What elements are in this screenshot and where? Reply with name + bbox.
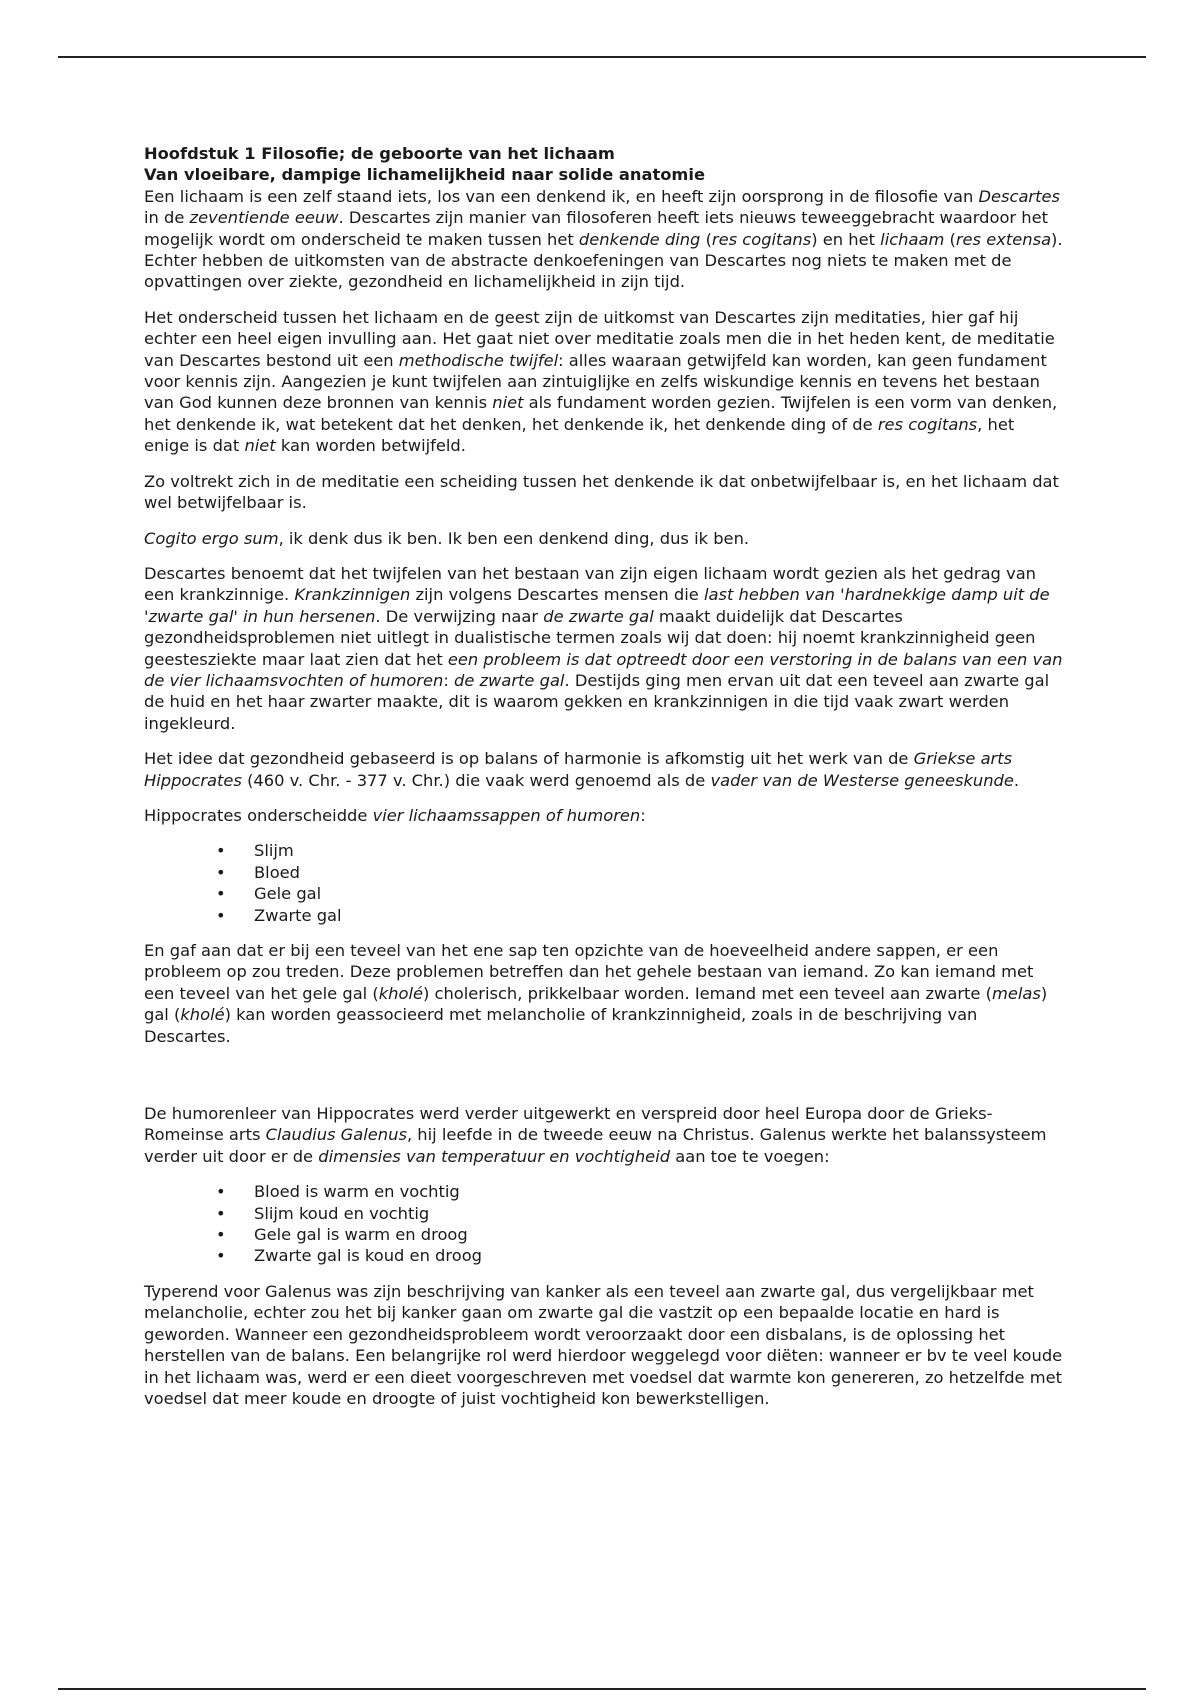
- text-run: (: [700, 229, 712, 249]
- text-run: als fundament worden gezien. Twijfelen is een vorm van denken, het denkende ik, wat betekent dat het denken, het denkende ik, het denkende ding of de: [144, 393, 1058, 434]
- italic-text: kholé: [180, 1005, 225, 1025]
- humors-list: [144, 840, 1064, 926]
- italic-text: niet: [492, 393, 524, 413]
- text-run: .: [1013, 770, 1020, 790]
- paragraph-5: [144, 563, 1064, 734]
- text-run: Het onderscheid tussen het lichaam en de geest zijn de uitkomst van Descartes zijn meditaties, hier gaf hij echter een heel eigen invulling aan. Het gaat niet over meditatie zoals men die in het heden kent, de meditatie van Descartes bestond uit een: [144, 307, 1055, 370]
- text-run: ) kan worden geassocieerd met melancholie of krankzinnigheid, zoals in de beschrijving van Descartes.: [144, 1005, 978, 1046]
- paragraph-3: [144, 471, 1064, 514]
- text-run: : alles waaraan getwijfeld kan worden, kan geen fundament voor kennis zijn. Aangezien je kunt twijfelen aan zintuiglijke en zelfs wiskundige kennis en tevens het bestaan van God kunnen deze bronnen van kennis: [144, 350, 1047, 413]
- italic-text: zeventiende eeuw: [189, 208, 339, 228]
- paragraph-8: [144, 940, 1064, 1047]
- text-run: En gaf aan dat er bij een teveel van het ene sap ten opzichte van de hoeveelheid andere sappen, er een probleem op zou treden. Deze problemen betreffen dan het gehele bestaan van iemand. Zo kan iemand met een teveel van het gele gal (: [144, 941, 1034, 1003]
- spacer: [144, 1061, 1064, 1103]
- text-run: Hippocrates onderscheidde: [144, 805, 373, 825]
- text-run: , hij leefde in de tweede eeuw na Christus. Galenus werkte het balanssysteem verder uit door er de: [144, 1125, 1047, 1166]
- text-run: (460 v. Chr. - 377 v. Chr.) die vaak werd genoemd als de: [241, 770, 711, 790]
- italic-text: res cogitans: [877, 414, 978, 434]
- list-item: • Zwarte gal is koud en droog: [216, 1245, 1064, 1266]
- header-rule: [58, 56, 1146, 58]
- paragraph-1: [144, 186, 1064, 293]
- galen-list: [144, 1181, 1064, 1267]
- italic-text: Griekse arts Hippocrates: [144, 749, 1013, 790]
- list-item: • Slijm koud en vochtig: [216, 1203, 1064, 1224]
- footer-rule: [58, 1688, 1146, 1690]
- italic-text: vier lichaamssappen of humoren: [372, 805, 641, 825]
- italic-text: methodische twijfel: [398, 350, 559, 370]
- text-run: kan worden betwijfeld.: [275, 436, 466, 456]
- text-run: Typerend voor Galenus was zijn beschrijving van kanker als een teveel aan zwarte gal, dus vergelijkbaar met melancholie, echter zou het bij kanker gaan om zwarte gal die vastzit op een bepaalde locatie en hard is geworden. Wanneer een gezondheidsprobleem wordt veroorzaakt door een disbalans, is de oplossing het herstellen van de balans. Een belangrijke rol werd hierdoor weggelegd voor diëten: wanneer er bv te veel koude in het lichaam was, werd er een dieet voorgeschreven met voedsel dat warmte kon genereren, zo hetzelfde met voedsel dat meer koude en droogte of juist vochtigheid kon bewerkstelligen.: [144, 1281, 1063, 1408]
- text-run: ) en het: [811, 229, 881, 249]
- italic-text: niet: [244, 436, 276, 456]
- list-item: • Gele gal: [216, 883, 1064, 904]
- text-run: , het enige is dat: [144, 414, 1015, 456]
- text-run: ). Echter hebben de uitkomsten van de abstracte denkoefeningen van Descartes nog niets te maken met de opvattingen over ziekte, gezondheid en lichamelijkheid in zijn tijd.: [144, 229, 1063, 292]
- text-run: . Destijds ging men ervan uit dat een teveel aan zwarte gal de huid en het haar zwarter maakte, dit is waarom gekken en krankzinnigen in die tijd vaak zwart werden ingekleurd.: [144, 670, 1050, 733]
- list-item: • Slijm: [216, 840, 1064, 861]
- text-run: :: [443, 670, 454, 690]
- text-run: aan toe te voegen:: [670, 1146, 830, 1166]
- document-body: [144, 143, 1064, 1423]
- text-run: (: [944, 229, 956, 249]
- paragraph-7: [144, 805, 1064, 826]
- list-item: • Bloed: [216, 862, 1064, 883]
- text-run: :: [640, 805, 646, 825]
- text-run: in de: [144, 208, 190, 228]
- italic-text: lichaam: [880, 229, 945, 249]
- text-run: ) gal (: [144, 983, 1048, 1025]
- italic-text: dimensies van temperatuur en vochtigheid: [318, 1146, 671, 1166]
- paragraph-9: [144, 1103, 1064, 1167]
- list-item: • Bloed is warm en vochtig: [216, 1181, 1064, 1202]
- paragraph-4: [144, 528, 1064, 549]
- text-run: . Descartes zijn manier van filosoferen heeft iets nieuws teweeggebracht waardoor het mogelijk wordt om onderscheid te maken tussen het: [144, 208, 1049, 249]
- italic-text: Claudius Galenus: [265, 1125, 407, 1145]
- text-run: , ik denk dus ik ben. Ik ben een denkend ding, dus ik ben.: [278, 528, 750, 548]
- paragraph-6: [144, 748, 1064, 791]
- italic-text: last hebben van 'hardnekkige damp uit de 'zwarte gal' in hun hersenen: [144, 585, 1050, 626]
- italic-text: melas: [991, 983, 1041, 1003]
- italic-text: res extensa: [955, 229, 1052, 249]
- text-run: ) cholerisch, prikkelbaar worden. Iemand met een teveel aan zwarte (: [422, 983, 992, 1003]
- text-run: De humorenleer van Hippocrates werd verder uitgewerkt en verspreid door heel Europa door de Grieks-Romeinse arts: [144, 1104, 993, 1145]
- italic-text: een probleem is dat optreedt door een verstoring in de balans van een van de vier lichaamsvochten of humoren: [144, 649, 1063, 690]
- paragraph-10: [144, 1281, 1064, 1409]
- text-run: zijn volgens Descartes mensen die: [410, 585, 704, 605]
- chapter-title: Hoofdstuk 1 Filosofie; de geboorte van het lichaam: [144, 144, 615, 163]
- list-item: • Zwarte gal: [216, 905, 1064, 926]
- text-run: Descartes benoemt dat het twijfelen van het bestaan van zijn eigen lichaam wordt gezien als het gedrag van een krankzinnige.: [144, 563, 1036, 605]
- italic-text: denkende ding: [578, 229, 701, 249]
- paragraph-2: [144, 307, 1064, 457]
- list-item: • Gele gal is warm en droog: [216, 1224, 1064, 1245]
- italic-text: kholé: [378, 983, 423, 1003]
- text-run: . De verwijzing naar: [375, 606, 544, 626]
- text-run: maakt duidelijk dat Descartes gezondheidsproblemen niet uitlegt in dualistische termen zoals wij dat doen: hij noemt krankzinnigheid geen geestesziekte maar laat zien dat het: [144, 606, 1036, 669]
- text-run: Een lichaam is een zelf staand iets, los van een denkend ik, en heeft zijn oorsprong in de filosofie van: [144, 186, 979, 206]
- italic-text: Krankzinnigen: [294, 585, 411, 605]
- italic-text: Cogito ergo sum: [144, 528, 279, 548]
- text-run: Het idee dat gezondheid gebaseerd is op balans of harmonie is afkomstig uit het werk van de: [144, 749, 914, 769]
- italic-text: vader van de Westerse geneeskunde: [710, 770, 1014, 790]
- italic-text: de zwarte gal: [543, 606, 654, 626]
- text-run: Zo voltrekt zich in de meditatie een scheiding tussen het denkende ik dat onbetwijfelbaar is, en het lichaam dat wel betwijfelbaar is.: [144, 471, 1059, 513]
- italic-text: res cogitans: [711, 229, 812, 249]
- italic-text: de zwarte gal: [453, 670, 565, 690]
- italic-text: Descartes: [978, 186, 1060, 206]
- section-subtitle: Van vloeibare, dampige lichamelijkheid naar solide anatomie: [144, 165, 706, 185]
